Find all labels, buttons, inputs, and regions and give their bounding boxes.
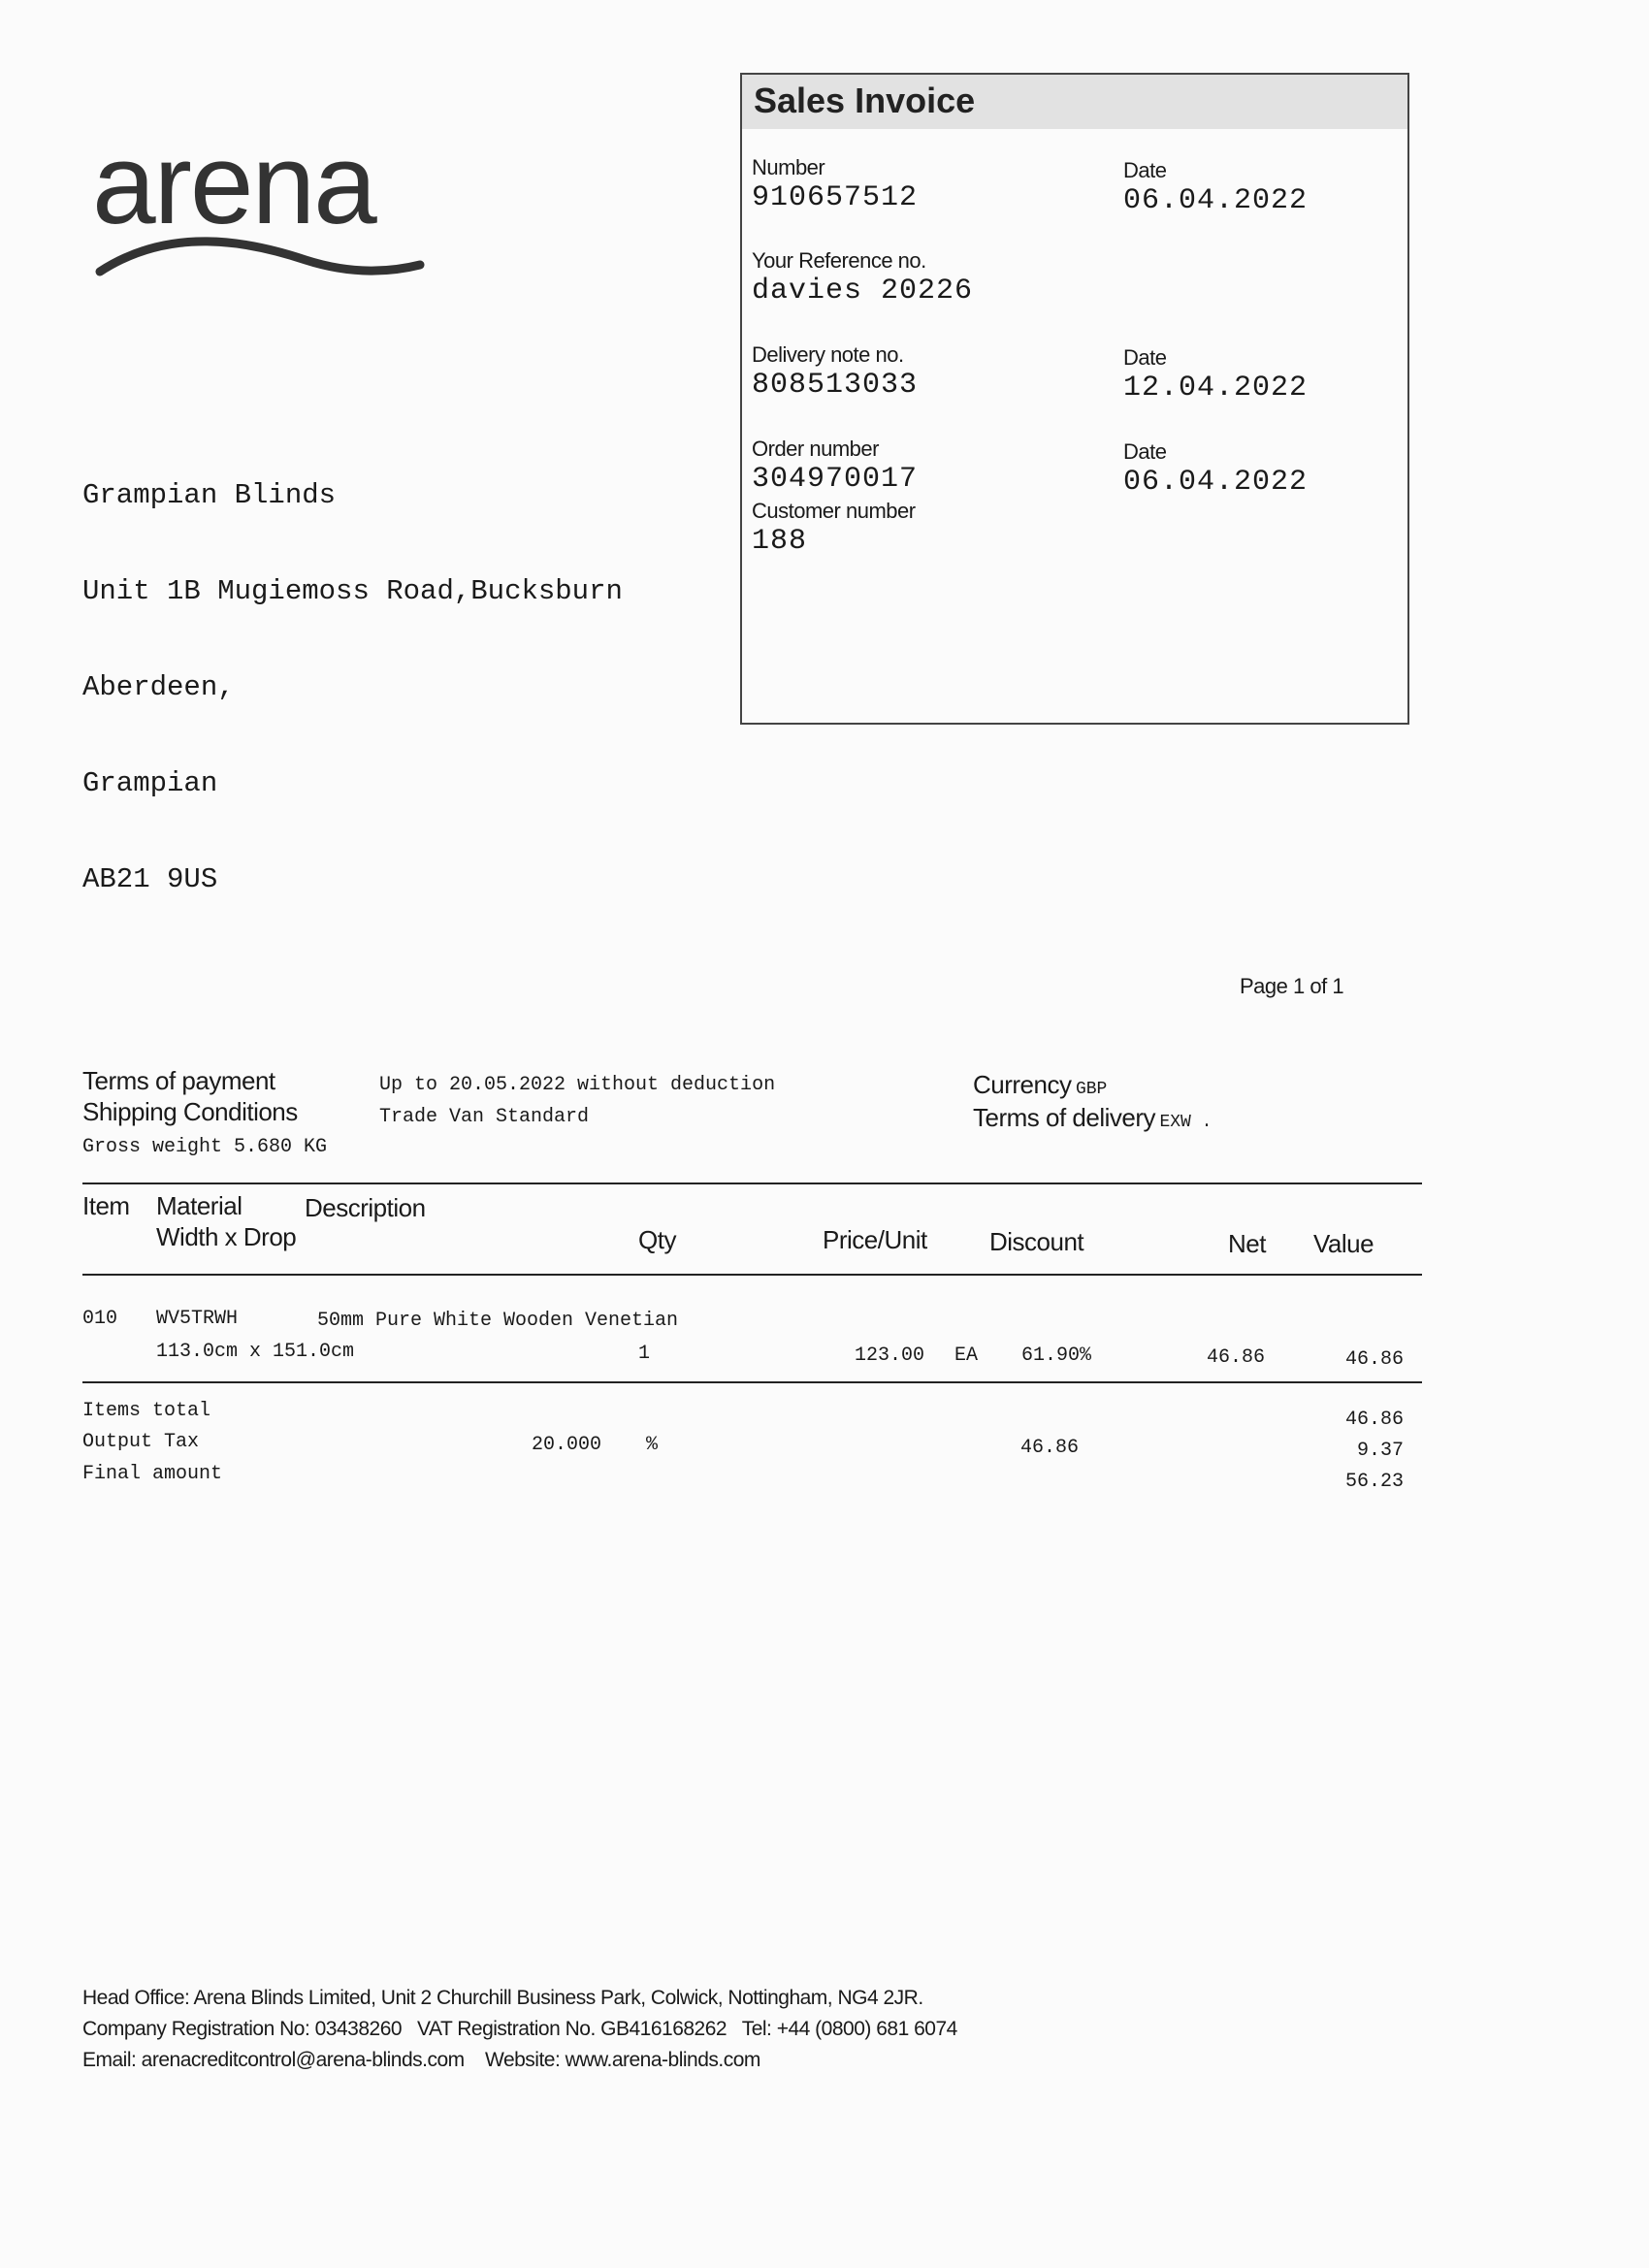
row-size: 113.0cm x 151.0cm [156, 1341, 355, 1363]
items-total-value: 46.86 [1345, 1409, 1405, 1431]
delivery-note-label: Delivery note no. [752, 342, 904, 367]
row-net: 46.86 [1207, 1346, 1266, 1369]
address-line: Grampian [82, 767, 218, 799]
col-description: Description [305, 1193, 426, 1222]
customer-number-label: Customer number [752, 499, 916, 523]
address-line: Unit 1B Mugiemoss Road,Bucksburn [82, 575, 623, 607]
order-date: 06.04.2022 [1123, 466, 1309, 499]
reference-value: davies 20226 [752, 275, 974, 308]
row-value: 46.86 [1345, 1348, 1405, 1371]
order-date-label: Date [1123, 439, 1167, 464]
row-description: 50mm Pure White Wooden Venetian [317, 1310, 679, 1332]
col-net: Net [1228, 1229, 1266, 1258]
col-material: Material [156, 1191, 242, 1220]
row-qty: 1 [638, 1343, 651, 1365]
row-item: 010 [82, 1308, 118, 1330]
terms-of-delivery [973, 1103, 1212, 1133]
recipient-address [82, 415, 623, 927]
col-qty: Qty [638, 1225, 676, 1254]
col-value: Value [1313, 1229, 1374, 1258]
row-price: 123.00 [855, 1345, 925, 1367]
address-line: Grampian Blinds [82, 479, 337, 511]
invoice-box-header [742, 75, 1407, 129]
final-amount-label: Final amount [82, 1463, 223, 1485]
terms-of-payment-value: Up to 20.05.2022 without deduction [379, 1074, 776, 1096]
tax-percent-sign: % [646, 1434, 659, 1456]
invoice-date: 06.04.2022 [1123, 184, 1309, 217]
col-discount: Discount [989, 1227, 1084, 1256]
col-item: Item [82, 1191, 130, 1220]
shipping-conditions-value: Trade Van Standard [379, 1106, 590, 1128]
order-number-label: Order number [752, 437, 879, 461]
invoice-info-box [740, 73, 1409, 725]
gross-weight: Gross weight 5.680 KG [82, 1136, 328, 1158]
divider [82, 1381, 1422, 1383]
address-line: Aberdeen, [82, 671, 235, 703]
customer-number: 188 [752, 525, 808, 558]
svg-text:arena: arena [91, 134, 375, 248]
col-price-unit: Price/Unit [823, 1225, 927, 1254]
arena-logo [83, 116, 418, 262]
row-unit: EA [954, 1345, 979, 1367]
page-total: 1 [1332, 974, 1344, 998]
divider [82, 1274, 1422, 1276]
footer-head-office: Head Office: Arena Blinds Limited, Unit 2 Churchill Business Park, Colwick, Nottingham, NG4 2JR. [82, 1987, 923, 2009]
tax-rate: 20.000 [532, 1434, 602, 1456]
divider [82, 1183, 1422, 1184]
invoice-number: 910657512 [752, 181, 919, 214]
page-current: 1 [1293, 974, 1305, 998]
page-of: of [1310, 974, 1327, 998]
date-label: Date [1123, 158, 1167, 182]
final-amount-value: 56.23 [1345, 1471, 1405, 1493]
row-material: WV5TRWH [156, 1308, 239, 1330]
items-total-label: Items total [82, 1400, 211, 1422]
reference-label: Your Reference no. [752, 248, 926, 273]
number-label: Number [752, 155, 825, 179]
address-line: AB21 9US [82, 863, 218, 895]
row-discount: 61.90% [1021, 1345, 1092, 1367]
terms-of-delivery-label: Terms of delivery [973, 1103, 1155, 1132]
terms-of-payment-label: Terms of payment [82, 1066, 275, 1095]
shipping-conditions-label: Shipping Conditions [82, 1097, 298, 1126]
tax-value: 9.37 [1357, 1440, 1405, 1462]
page-indicator [1240, 974, 1343, 999]
order-number: 304970017 [752, 463, 919, 496]
footer-registration: Company Registration No: 03438260 VAT Registration No. GB416168262 Tel: +44 (0800) 681 6074 [82, 2018, 957, 2040]
output-tax-label: Output Tax [82, 1431, 200, 1453]
delivery-date-label: Date [1123, 345, 1167, 370]
col-width-drop: Width x Drop [156, 1222, 297, 1251]
currency [973, 1070, 1107, 1100]
invoice-title: Sales Invoice [754, 81, 976, 120]
logo-graphic [92, 134, 427, 279]
currency-value: GBP [1075, 1080, 1108, 1099]
delivery-note-value: 808513033 [752, 369, 919, 402]
page-label: Page [1240, 974, 1288, 998]
delivery-date: 12.04.2022 [1123, 372, 1309, 405]
currency-label: Currency [973, 1070, 1072, 1099]
tax-base: 46.86 [1020, 1437, 1080, 1459]
terms-of-delivery-value: EXW . [1159, 1113, 1212, 1132]
footer-contact: Email: arenacreditcontrol@arena-blinds.com Website: www.arena-blinds.com [82, 2049, 760, 2071]
